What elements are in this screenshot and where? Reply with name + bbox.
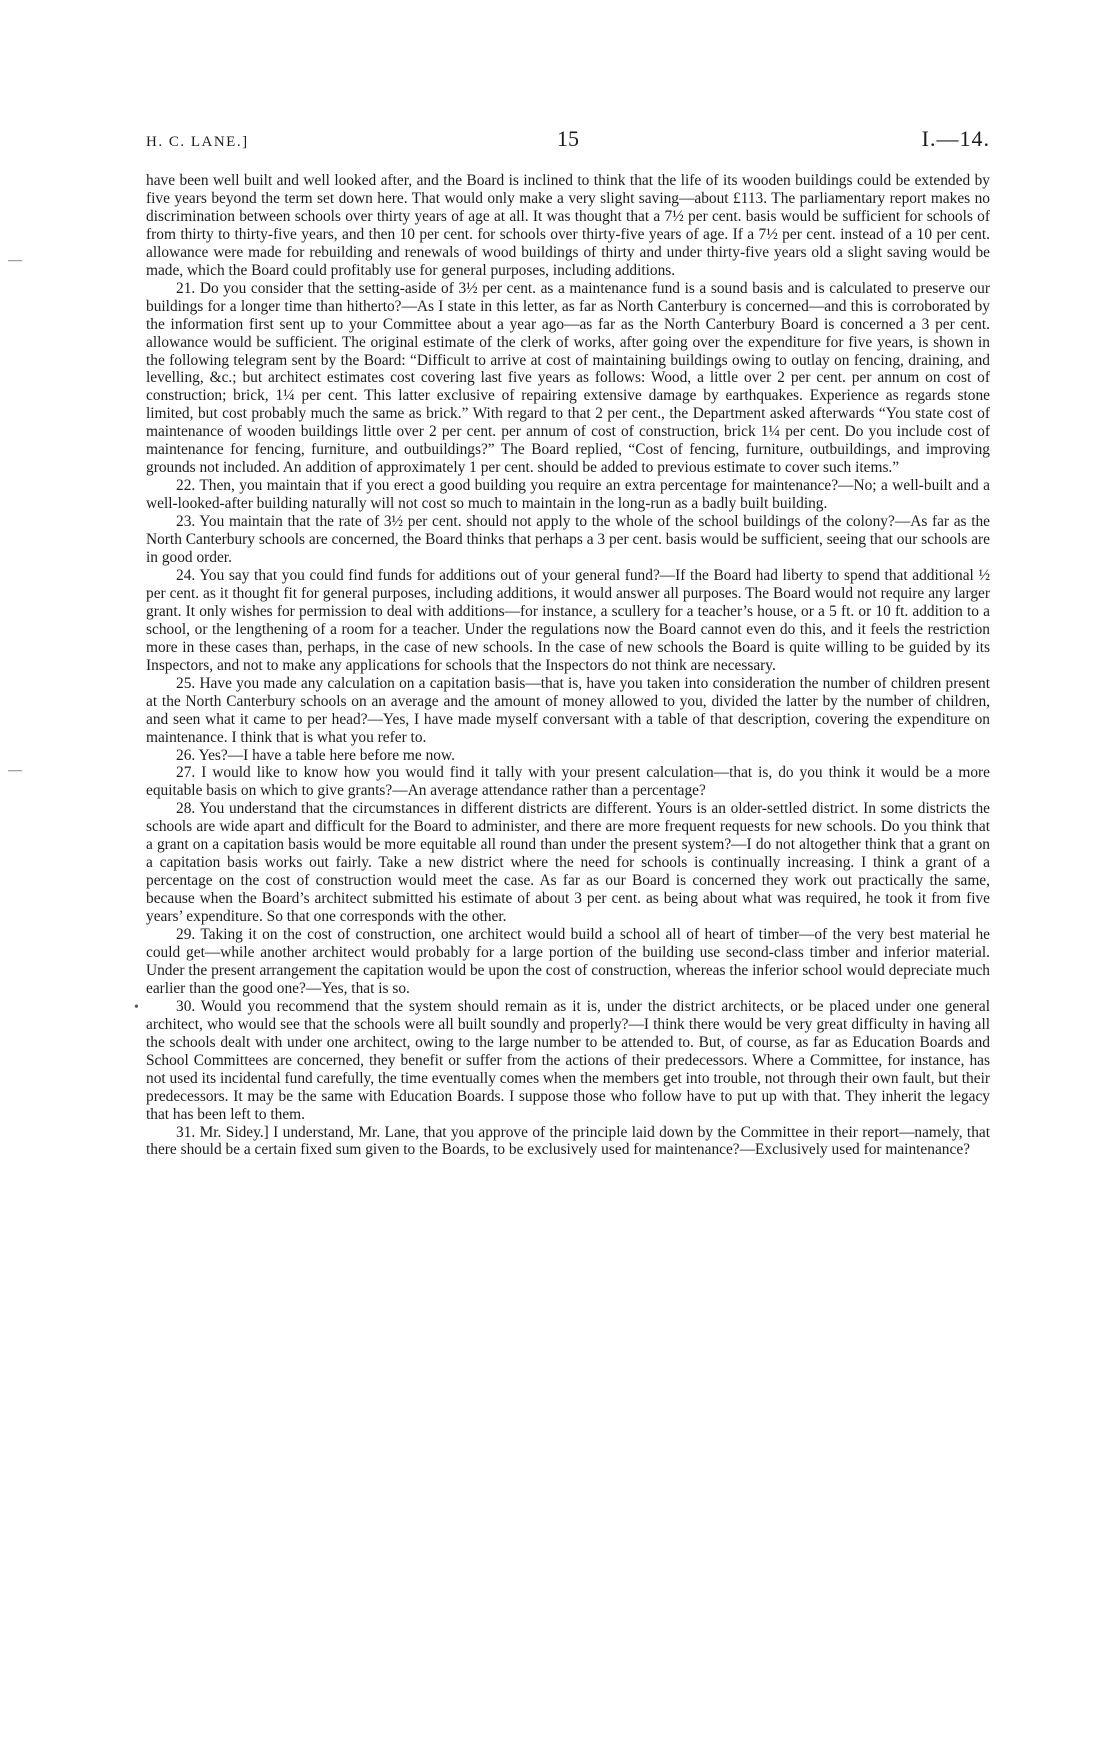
paragraph-question-24: 24. You say that you could find funds for additions out of your general fund?—If the Board had liberty to spend that additional ½ per cent. as it thought fit for general purposes, including additions, it would answer all purposes. The Board would not require any larger grant. It only wishes for permission to deal with additions—for instance, a scullery for a teacher’s house, or a 5 ft. or 10 ft. addition to a school, or the lengthening of a room for a teacher. Under the regulations now the Board cannot even do this, and it feels the restriction more in these cases than, perhaps, in the case of new schools. In the case of new schools the Board is quite willing to be guided by its Inspectors, and not to make any applications for schools that the Inspectors do not think are necessary. [146,566,990,674]
paragraph-question-29: 29. Taking it on the cost of construction, one architect would build a school all of heart of timber—of the very best material he could get—while another architect would probably for a large portion of the building use second-class timber and inferior material. Under the present arrangement the capitation would be upon the cost of construction, whereas the inferior school would depreciate much earlier than the good one?—Yes, that is so. [146,926,990,997]
paragraph-question-27: 27. I would like to know how you would find it tally with your present calculation—that is, do you think it would be a more equitable basis on which to give grants?—An average attendance rather than a percentage? [146,764,990,800]
paragraph-question-25: 25. Have you made any calculation on a capitation basis—that is, have you taken into consideration the number of children present at the North Canterbury schools on an average and the amount of money allowed to you, divided the latter by the number of children, and seen what it came to per head?—Yes, I have made myself conversant with a table of that description, covering the expenditure on maintenance. I think that is what you refer to. [146,674,990,746]
paragraph-question-22: 22. Then, you maintain that if you erect a good building you require an extra percentage for maintenance?—No; a well-built and a well-looked-after building naturally will not cost so much to maintain in the long-run as a badly built building. [146,477,990,513]
page-header [146,124,990,158]
page-number: 15 [557,126,579,151]
paragraph-question-30: 30. Would you recommend that the system should remain as it is, under the district architects, or be placed under one general architect, who would see that the schools were all built soundly and properly?—I think there would be very great difficulty in having all the schools dealt with under one architect, owing to the large number to be attended to. But, of course, as far as Education Boards and School Committees are concerned, they benefit or suffer from the actions of their predecessors. Where a Committee, for instance, has not used its incidental fund carefully, the time eventually comes when the members get into trouble, not through their own fault, but their predecessors. It may be the same with Education Boards. I suppose those who follow have to put up with that. They inherit the legacy that has been left to them. [146,997,990,1123]
paragraph-question-21: 21. Do you consider that the setting-aside of 3½ per cent. as a maintenance fund is a sound basis and is calculated to preserve our buildings for a longer time than hitherto?—As I state in this letter, as far as North Canterbury is concerned—and this is corroborated by the information first sent up to your Committee about a year ago—as far as the North Canterbury Board is concerned a 3 per cent. allowance would be sufficient. The original estimate of the clerk of works, after going over the expenditure for five years, is shown in the following telegram sent by the Board: “Difficult to arrive at cost of maintaining buildings owing to outlay on fencing, draining, and levelling, &c.; but architect estimates cost covering last five years as follows: Wood, a little over 2 per cent. per annum on cost of construction; brick, 1¼ per cent. This latter exclusive of repairing extensive damage by earthquakes. Experience as regards stone limited, but cost probably much the same as brick.” With regard to that 2 per cent., the Department asked afterwards “You state cost of maintenance of wooden buildings little over 2 per cent. per annum of cost of construction, brick 1¼ per cent. Do you include cost of maintenance for fencing, furniture, and outbuildings?” The Board replied, “Cost of fencing, furniture, outbuildings, and improving grounds not included. An addition of approximately 1 per cent. should be added to previous estimate to cover such items.” [146,279,990,477]
paragraph-question-28: 28. You understand that the circumstances in different districts are different. Yours is an older-settled district. In some districts the schools are wide apart and difficult for the Board to administer, and there are more frequent requests for new schools. Do you think that a grant on a capitation basis would be more equitable all round than under the present system?—I do not altogether think that a grant on a capitation basis works out fairly. Take a new district where the need for schools is continually increasing. I think a grant of a percentage on the cost of construction would meet the case. As far as our Board is concerned they work out practically the same, because when the Board’s architect submitted his estimate of about 3 per cent. as being about what was required, he took it from five years’ expenditure. So that one corresponds with the other. [146,800,990,926]
witness-name: H. C. LANE.] [146,134,249,150]
paragraph-question-31: 31. Mr. Sidey.] I understand, Mr. Lane, that you approve of the principle laid down by the Committee in their report—namely, that there should be a certain fixed sum given to the Boards, to be exclusively used for maintenance?—Exclusively used for maintenance? [146,1123,990,1159]
paragraph-question-26: 26. Yes?—I have a table here before me now. [176,746,455,764]
margin-mark: — [8,763,22,778]
margin-mark: • [134,1000,139,1015]
evidence-body [146,172,990,1159]
paragraph-question-23: 23. You maintain that the rate of 3½ per cent. should not apply to the whole of the school buildings of the colony?—As far as the North Canterbury schools are concerned, the Board thinks that perhaps a 3 per cent. basis would be sufficient, seeing that our schools are in good order. [146,513,990,567]
margin-mark: — [8,253,22,268]
document-reference: I.—14. [921,126,990,151]
paragraph-continuation: have been well built and well looked after, and the Board is inclined to think that the life of its wooden buildings could be extended by five years beyond the term set down here. That would only make a very slight saving—about £113. The parliamentary report makes no discrimination between schools over thirty years of age at all. It was thought that a 7½ per cent. basis would be sufficient for schools of from thirty to thirty-five years, and then 10 per cent. for schools over thirty-five years of age. If a 7½ per cent. instead of a 10 per cent. allowance were made for rebuilding and renewals of wood buildings of thirty and under thirty-five years old a slight saving would be made, which the Board could profitably use for general purposes, including additions. [146,172,990,279]
